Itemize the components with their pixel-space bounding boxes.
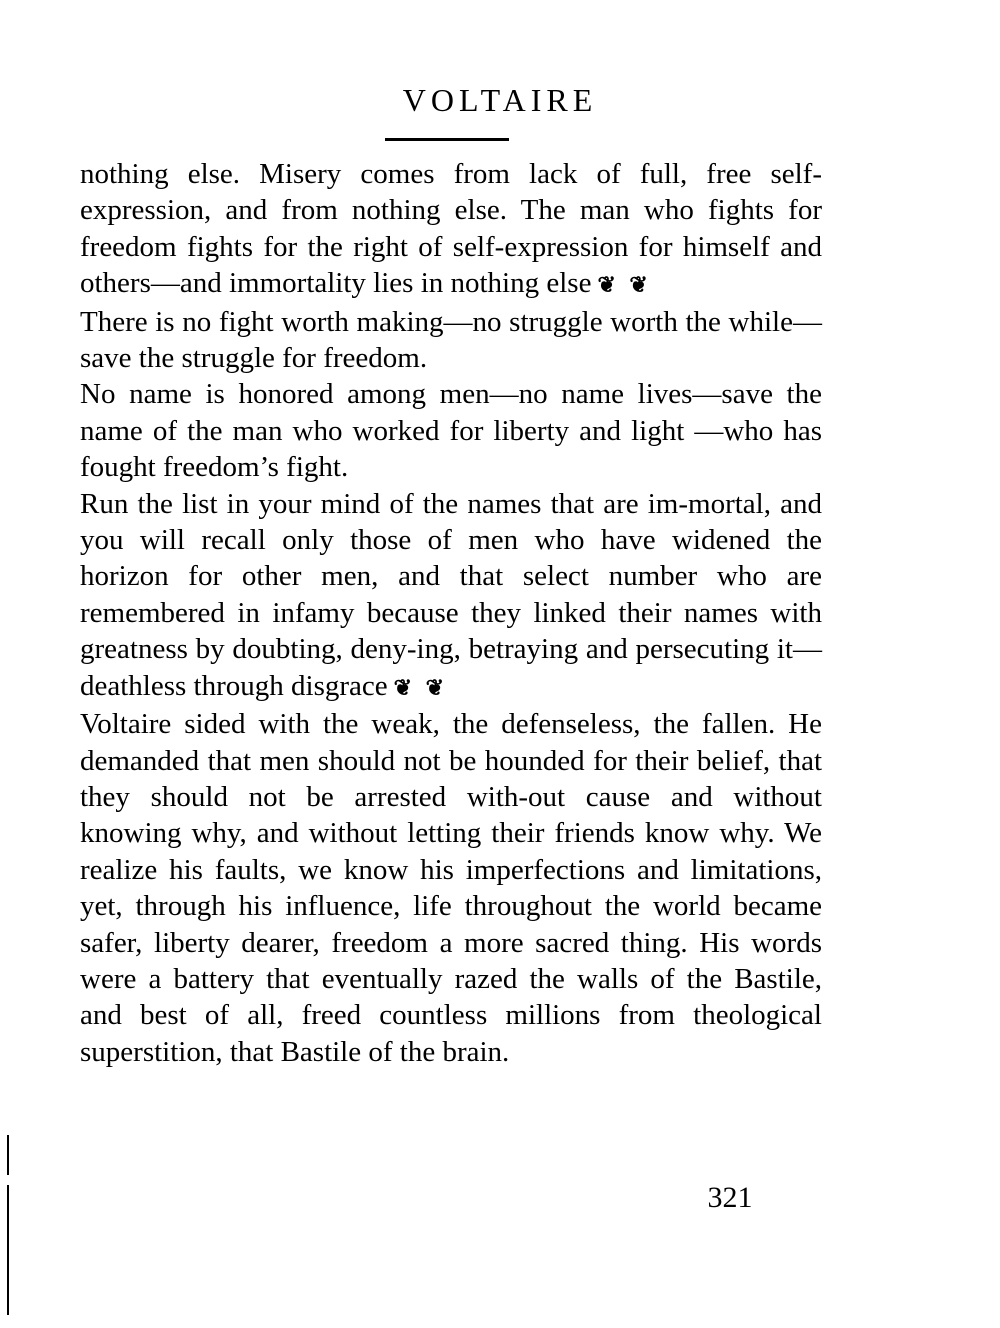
paragraph-2-text: There is no fight worth making—no struggle worth the while—save the struggle for freedom. bbox=[80, 305, 822, 375]
paragraph-1-text: nothing else. Misery comes from lack of full, free self-expression, and from nothing else. The man who fights for freedom fights for the right of self-expression for himself and others—and immortality lies in nothing else bbox=[80, 158, 822, 300]
text-block bbox=[80, 156, 822, 1070]
paragraph-2 bbox=[80, 304, 822, 377]
fleuron-ornament-icon: ❦ ❦ bbox=[393, 674, 449, 700]
paragraph-5-text: Voltaire sided with the weak, the defenseless, the fallen. He demanded that men should not be hounded for their belief, that they should not be arrested with-out cause and without knowing why, and without letting their friends know why. We realize his faults, we know his imperfections and limitations, yet, through his influence, life throughout the world became safer, liberty dearer, freedom a more sacred thing. His words were a battery that eventually razed the walls of the Bastile, and best of all, freed countless millions from theological superstition, that Bastile of the brain. bbox=[80, 708, 822, 1068]
paragraph-4-text: Run the list in your mind of the names that are im-mortal, and you will recall only those of men who have widened the horizon for other men, and that select number who are remembered in infamy because they linked their names with greatness by doubting, deny-ing, betraying and persecuting it—deathless through disgrace bbox=[80, 487, 822, 702]
page-number: 321 bbox=[707, 1181, 753, 1214]
fleuron-ornament-icon: ❦ ❦ bbox=[597, 272, 652, 298]
scan-margin-mark bbox=[7, 1135, 9, 1175]
paragraph-4 bbox=[80, 486, 822, 706]
paragraph-3-text: No name is honored among men—no name lives—save the name of the man who worked for liberty and light —who has fought freedom’s fight. bbox=[80, 378, 822, 484]
running-head: VOLTAIRE bbox=[402, 82, 598, 118]
head-rule bbox=[385, 138, 509, 141]
scan-margin-mark bbox=[7, 1185, 9, 1315]
paragraph-3 bbox=[80, 376, 822, 485]
paragraph-1 bbox=[80, 156, 822, 304]
paragraph-5 bbox=[80, 706, 822, 1070]
